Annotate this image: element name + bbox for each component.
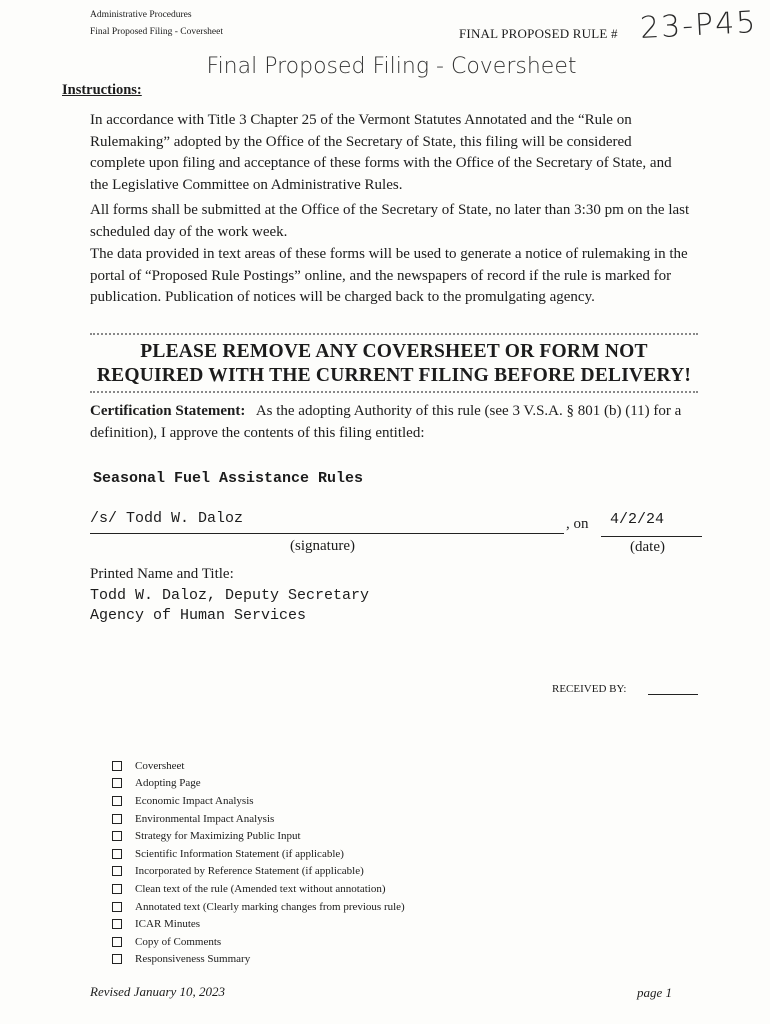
signature-value: /s/ Todd W. Daloz: [90, 510, 244, 527]
checkbox[interactable]: [112, 884, 122, 894]
certification-text: As the adopting Authority of this rule (see 3 V.S.A. § 801 (b) (11) for a definition), I approve the contents of this filing entitled:: [90, 403, 682, 441]
date-on-label: , on: [566, 516, 589, 532]
date-line: [601, 536, 702, 537]
handwritten-rule-number: 23-P45: [639, 4, 759, 47]
checklist-item[interactable]: Strategy for Maximizing Public Input: [112, 827, 405, 845]
signature-line: [90, 533, 564, 534]
checkbox[interactable]: [112, 919, 122, 929]
checkbox[interactable]: [112, 849, 122, 859]
checkbox[interactable]: [112, 796, 122, 806]
checklist-item[interactable]: Economic Impact Analysis: [112, 792, 405, 810]
checklist-item[interactable]: Incorporated by Reference Statement (if applicable): [112, 863, 405, 881]
certification-statement: [90, 401, 695, 444]
warning-line-2: REQUIRED WITH THE CURRENT FILING BEFORE DELIVERY!: [96, 365, 692, 386]
received-by-label: RECEIVED BY:: [552, 683, 627, 695]
instructions-heading: Instructions:: [62, 82, 142, 98]
instructions-paragraph-2: All forms shall be submitted at the Office of the Secretary of State, no later than 3:30 pm on the last scheduled day of the work week.: [90, 202, 690, 240]
printed-name-label: Printed Name and Title:: [90, 566, 234, 582]
page-number: page 1: [637, 985, 673, 1000]
checkbox[interactable]: [112, 902, 122, 912]
agency-name: Agency of Human Services: [90, 607, 307, 624]
checklist-item[interactable]: Responsiveness Summary: [112, 951, 405, 969]
header-doc-name: Final Proposed Filing - Coversheet: [90, 27, 223, 37]
checklist-item[interactable]: Annotated text (Clearly marking changes from previous rule): [112, 898, 405, 916]
received-by-line: [648, 694, 698, 695]
date-value: 4/2/24: [610, 511, 665, 528]
checklist-item[interactable]: Clean text of the rule (Amended text without annotation): [112, 880, 405, 898]
checkbox[interactable]: [112, 954, 122, 964]
page-title: Final Proposed Filing - Coversheet: [206, 54, 577, 79]
divider-top: [90, 333, 698, 335]
printed-name-value: Todd W. Daloz, Deputy Secretary: [90, 587, 370, 604]
checklist-item[interactable]: Adopting Page: [112, 775, 405, 793]
warning-line-1: PLEASE REMOVE ANY COVERSHEET OR FORM NOT: [140, 341, 648, 362]
instructions-paragraph-3: The data provided in text areas of these forms will be used to generate a notice of rulemaking in the portal of “Proposed Rule Postings” online, and the newspapers of record if the rule is marked for publication. Publication of notices will be charged back to the promulgating agency.: [90, 246, 688, 305]
checkbox[interactable]: [112, 866, 122, 876]
header-doc-category: Administrative Procedures: [90, 10, 192, 20]
signature-caption: (signature): [290, 538, 355, 554]
checkbox[interactable]: [112, 761, 122, 771]
checkbox[interactable]: [112, 937, 122, 947]
instructions-paragraph-1: In accordance with Title 3 Chapter 25 of the Vermont Statutes Annotated and the “Rule on Rulemaking” adopted by the Office of the Secretary of State, this filing will be considered complete upon filing and acceptance of these forms with the Office of the Secretary of State, and the Legislative Committee on Administrative Rules.: [90, 112, 672, 193]
checklist-item[interactable]: Copy of Comments: [112, 933, 405, 951]
rule-title: Seasonal Fuel Assistance Rules: [93, 470, 364, 487]
filing-checklist: [112, 757, 405, 968]
checklist-item[interactable]: ICAR Minutes: [112, 915, 405, 933]
checklist-item[interactable]: Environmental Impact Analysis: [112, 810, 405, 828]
checkbox[interactable]: [112, 814, 122, 824]
revision-date: Revised January 10, 2023: [90, 984, 226, 999]
date-caption: (date): [630, 539, 665, 555]
rule-number-label: FINAL PROPOSED RULE #: [459, 26, 618, 41]
checklist-item[interactable]: Scientific Information Statement (if applicable): [112, 845, 405, 863]
divider-bottom: [90, 391, 698, 393]
certification-label: Certification Statement:: [90, 403, 246, 419]
checkbox[interactable]: [112, 831, 122, 841]
checklist-item[interactable]: Coversheet: [112, 757, 405, 775]
checkbox[interactable]: [112, 778, 122, 788]
